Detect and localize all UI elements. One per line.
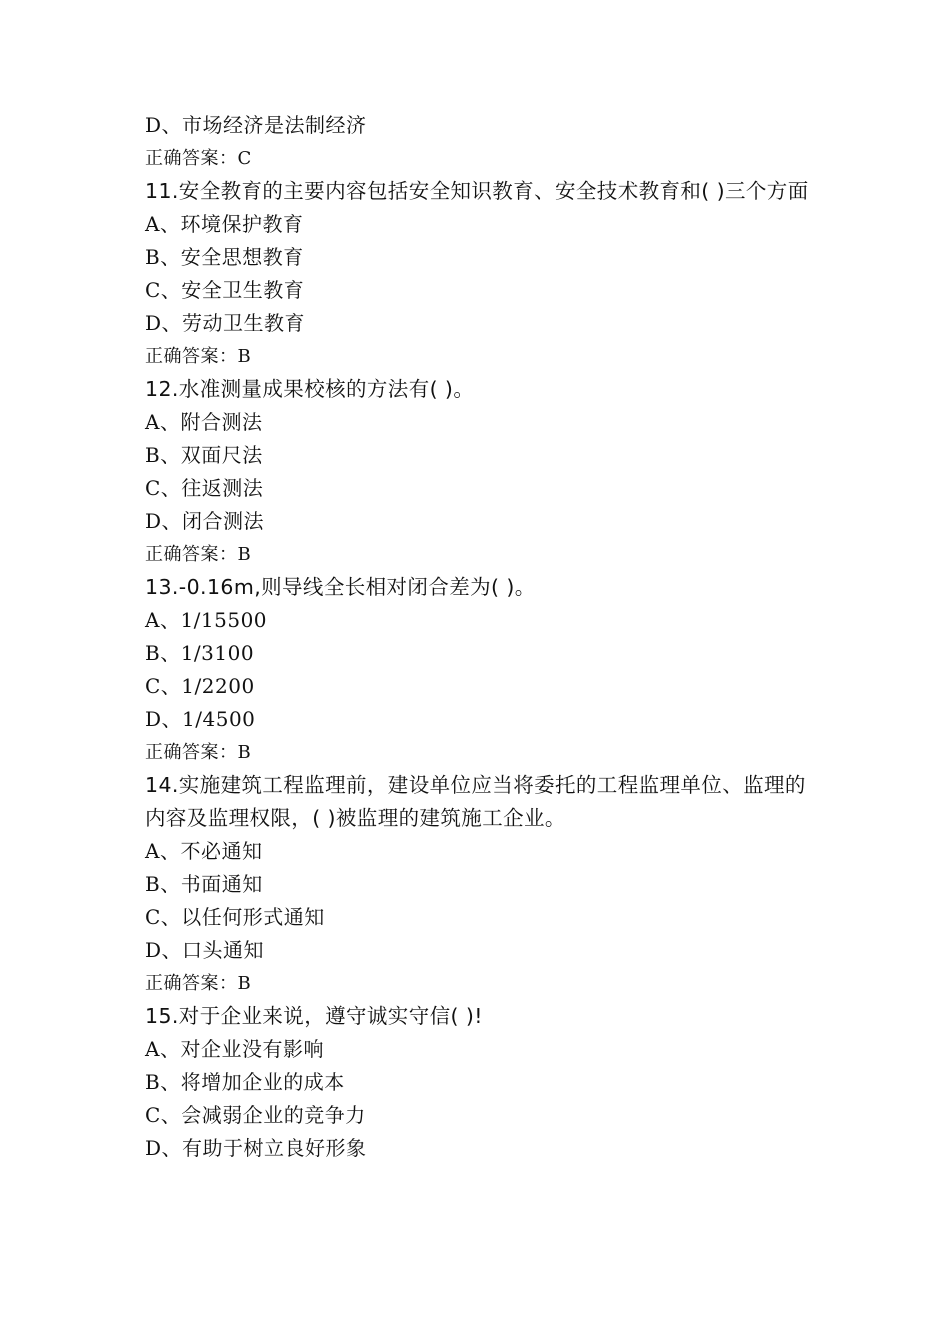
option-line: C、以任何形式通知 xyxy=(145,905,325,929)
option-line: D、闭合测法 xyxy=(145,509,265,533)
question-13: 13.-0.16m,则导线全长相对闭合差为( )。 xyxy=(145,575,536,599)
option-line: B、1/3100 xyxy=(145,641,255,665)
correct-answer: 正确答案：B xyxy=(145,544,252,565)
option-line: B、双面尺法 xyxy=(145,443,263,467)
option-line: C、会减弱企业的竞争力 xyxy=(145,1103,366,1127)
option-line: C、1/2200 xyxy=(145,674,255,698)
option-line: A、附合测法 xyxy=(145,410,263,434)
question-15: 15.对于企业来说，遵守诚实守信( )! xyxy=(145,1004,483,1028)
option-line: A、对企业没有影响 xyxy=(145,1037,324,1061)
correct-answer: 正确答案：C xyxy=(145,148,252,169)
option-line: D、劳动卫生教育 xyxy=(145,311,306,335)
option-line: D、1/4500 xyxy=(145,707,256,731)
option-line: A、环境保护教育 xyxy=(145,212,304,236)
option-line: D、口头通知 xyxy=(145,938,265,962)
option-line: B、安全思想教育 xyxy=(145,245,304,269)
option-line: B、书面通知 xyxy=(145,872,263,896)
document-body xyxy=(145,109,815,1165)
question-11: 11.安全教育的主要内容包括安全知识教育、安全技术教育和( )三个方面 xyxy=(145,179,809,203)
option-line: C、往返测法 xyxy=(145,476,264,500)
option-line: D、有助于树立良好形象 xyxy=(145,1136,367,1160)
option-line: C、安全卫生教育 xyxy=(145,278,305,302)
correct-answer: 正确答案：B xyxy=(145,346,252,367)
option-line: A、不必通知 xyxy=(145,839,263,863)
question-14: 14.实施建筑工程监理前，建设单位应当将委托的工程监理单位、监理的内容及监理权限，( )被监理的建筑施工企业。 xyxy=(145,773,806,830)
correct-answer: 正确答案：B xyxy=(145,742,252,763)
option-line: A、1/15500 xyxy=(145,608,268,632)
question-12: 12.水准测量成果校核的方法有( )。 xyxy=(145,377,475,401)
option-line: D、市场经济是法制经济 xyxy=(145,113,367,137)
correct-answer: 正确答案：B xyxy=(145,973,252,994)
option-line: B、将增加企业的成本 xyxy=(145,1070,345,1094)
